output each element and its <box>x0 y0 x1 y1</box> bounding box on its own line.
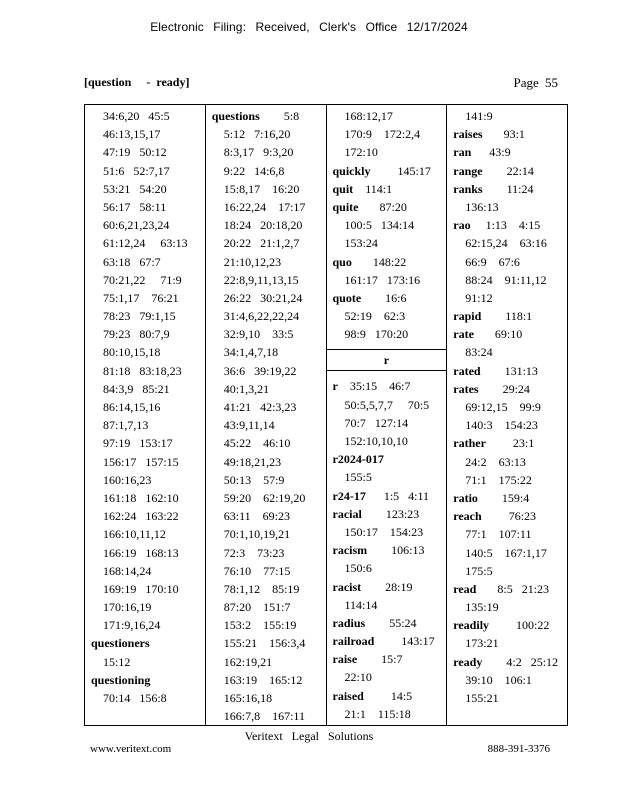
index-references: 22:8,9,11,13,15 <box>223 272 299 287</box>
index-references: 100:22 <box>489 618 550 633</box>
index-references: 123:23 <box>361 506 420 521</box>
index-references: 1:5 4:11 <box>365 488 430 503</box>
index-references: 87:20 151:7 <box>223 600 291 615</box>
index-term: racial <box>332 506 362 521</box>
index-references: 172:10 <box>344 145 378 160</box>
index-references: 21:10,12,23 <box>223 254 282 269</box>
index-references: 153:2 155:19 <box>223 618 297 633</box>
index-references: 22:10 <box>344 670 372 685</box>
index-references: 16:6 <box>361 290 407 305</box>
index-column-2 <box>205 105 326 725</box>
index-references: 81:18 83:18,23 <box>103 363 182 378</box>
index-references: 166:19 168:13 <box>103 545 179 560</box>
index-references: 78:23 79:1,15 <box>103 309 176 324</box>
index-references: 135:19 <box>465 600 499 615</box>
index-references: 161:18 162:10 <box>103 490 179 505</box>
index-references: 21:1 115:18 <box>344 706 411 721</box>
index-references: 169:19 170:10 <box>103 581 179 596</box>
index-references: 173:21 <box>465 636 499 651</box>
index-references: 14:5 <box>363 688 413 703</box>
index-references: 170:16,19 <box>103 600 152 615</box>
index-references: 91:12 <box>465 290 493 305</box>
index-references: 155:21 156:3,4 <box>223 636 306 651</box>
index-references: 70:7 127:14 <box>344 415 409 430</box>
index-references: 88:24 91:11,12 <box>465 272 547 287</box>
index-references: 47:19 50:12 <box>103 145 167 160</box>
index-references: 18:24 20:18,20 <box>223 218 303 233</box>
index-entry <box>453 362 567 380</box>
index-term: radius <box>332 615 366 630</box>
index-references: 22:14 <box>482 163 534 178</box>
index-references: 66:9 67:6 <box>465 254 520 269</box>
index-term: racist <box>332 579 362 594</box>
index-references: 34:6,20 45:5 <box>103 109 170 123</box>
index-references: 152:10,10,10 <box>344 434 408 448</box>
index-term: quickly <box>332 163 371 178</box>
index-references: 8:3,17 9:3,20 <box>223 145 294 160</box>
index-term: ranks <box>453 181 483 196</box>
index-term: questioning <box>91 672 151 687</box>
index-references: 8:5 21:23 <box>476 581 550 596</box>
index-references: 79:23 80:7,9 <box>103 327 170 342</box>
index-term: ratio <box>453 490 478 505</box>
index-references: 114:1 <box>353 181 393 196</box>
index-term: r <box>332 379 338 394</box>
index-references: 29:24 <box>478 381 530 396</box>
index-references: 160:16,23 <box>103 472 152 487</box>
index-term: racism <box>332 543 368 558</box>
section-letter-heading: r <box>327 349 447 371</box>
index-references: 140:3 154:23 <box>465 418 538 433</box>
index-references: 15:8,17 16:20 <box>223 181 300 196</box>
index-references: 70:14 156:8 <box>103 691 167 705</box>
index-term: raised <box>332 688 364 703</box>
index-references: 84:3,9 85:21 <box>103 381 170 396</box>
index-references: 168:12,17 <box>344 109 393 123</box>
index-references: 155:21 <box>465 691 499 705</box>
index-entry <box>453 434 567 452</box>
index-references: 63:11 69:23 <box>223 509 290 524</box>
index-references: 69:10 <box>473 327 523 342</box>
index-references: 166:7,8 167:11 <box>223 709 305 724</box>
word-index-grid <box>84 104 568 726</box>
index-references: 11:24 <box>482 181 534 196</box>
index-references: 41:21 42:3,23 <box>223 400 297 414</box>
index-references: 55:24 <box>365 615 417 630</box>
index-entry <box>212 107 326 125</box>
index-references: 93:1 <box>482 127 525 142</box>
index-references: 100:5 134:14 <box>344 218 415 233</box>
page-number: Page 55 <box>513 75 558 90</box>
index-references: 46:13,15,17 <box>103 127 161 142</box>
index-references: 39:10 106:1 <box>465 672 532 687</box>
index-references: 162:19,21 <box>223 654 273 669</box>
index-references: 156:17 157:15 <box>103 454 179 469</box>
index-references: 60:6,21,23,24 <box>103 218 170 233</box>
index-references: 75:1,17 76:21 <box>103 290 179 305</box>
index-references: 78:1,12 85:19 <box>223 581 300 596</box>
index-term: ready <box>453 654 483 669</box>
index-references: 76:10 77:15 <box>223 563 291 578</box>
index-term: raise <box>332 652 358 667</box>
index-references: 16:22,24 17:17 <box>223 199 306 214</box>
index-column-1 <box>85 105 205 725</box>
index-references: 1:13 4:15 <box>470 218 541 233</box>
index-entry <box>453 489 567 507</box>
index-references: 34:1,4,7,18 <box>223 345 279 360</box>
index-references: 145:17 <box>370 163 431 178</box>
footer-company: Veritext Legal Solutions <box>244 729 374 743</box>
index-references: 141:9 <box>465 109 493 123</box>
index-references: 71:1 175:22 <box>465 472 532 487</box>
index-references: 5:8 <box>259 109 300 123</box>
index-references: 62:15,24 63:16 <box>465 236 547 251</box>
index-references: 51:6 52:7,17 <box>103 163 170 178</box>
index-entry <box>333 162 447 180</box>
index-term: rao <box>453 218 471 233</box>
index-references: 97:19 153:17 <box>103 436 173 451</box>
index-entry <box>453 125 567 143</box>
index-references: 171:9,16,24 <box>103 618 161 633</box>
index-entry <box>453 507 567 525</box>
index-references: 26:22 30:21,24 <box>223 290 303 305</box>
index-references: 77:1 107:11 <box>465 527 532 542</box>
index-entry <box>333 487 447 505</box>
index-references: 83:24 <box>465 345 493 360</box>
index-entry <box>453 653 567 671</box>
index-entry <box>333 614 447 632</box>
index-references: 50:5,5,7,7 70:5 <box>344 397 430 412</box>
index-references: 118:1 <box>481 309 533 324</box>
index-references: 70:1,10,19,21 <box>223 527 291 542</box>
index-term: reach <box>453 509 482 524</box>
index-references: 170:9 172:2,4 <box>344 127 421 142</box>
index-term: rate <box>453 327 474 342</box>
index-entry <box>333 687 447 705</box>
index-references: 9:22 14:6,8 <box>223 163 285 178</box>
index-entry <box>333 289 447 307</box>
index-references: 69:12,15 99:9 <box>465 400 541 414</box>
index-references: 136:13 <box>465 199 499 214</box>
index-entry <box>333 180 447 198</box>
index-term: questioners <box>91 636 150 651</box>
index-references: 80:10,15,18 <box>103 345 161 360</box>
index-references: 15:7 <box>357 652 403 667</box>
index-references: 165:16,18 <box>223 691 273 705</box>
index-references: 15:12 <box>103 654 131 669</box>
index-references: 98:9 170:20 <box>344 327 409 342</box>
index-entry <box>333 253 447 271</box>
index-term: questions <box>211 109 260 123</box>
index-references: 140:5 167:1,17 <box>465 545 547 560</box>
index-references: 43:9 <box>471 145 511 160</box>
index-term: ran <box>453 145 472 160</box>
index-term: raises <box>453 127 483 142</box>
index-references: 36:6 39:19,22 <box>223 363 297 378</box>
index-term: quit <box>332 181 354 196</box>
index-references: 131:13 <box>480 363 538 378</box>
index-references: 150:6 <box>344 561 372 576</box>
index-references: 148:22 <box>351 254 407 269</box>
index-references: 166:10,11,12 <box>103 527 166 542</box>
index-entry <box>453 307 567 325</box>
index-references: 87:20 <box>358 199 407 214</box>
index-entry <box>453 380 567 398</box>
index-references: 5:12 7:16,20 <box>223 127 291 142</box>
index-references: 4:2 25:12 <box>482 654 559 669</box>
index-references: 168:14,24 <box>103 563 152 578</box>
index-entry <box>453 580 567 598</box>
index-references: 32:9,10 33:5 <box>223 327 294 342</box>
index-entry <box>333 650 447 668</box>
index-references: 63:18 67:7 <box>103 254 161 269</box>
index-references: 86:14,15,16 <box>103 400 161 414</box>
index-term: readily <box>453 618 490 633</box>
index-term: read <box>453 581 477 596</box>
index-term: range <box>453 163 483 178</box>
index-references: 20:22 21:1,2,7 <box>223 236 300 251</box>
index-term: rates <box>453 381 479 396</box>
index-entry <box>453 143 567 161</box>
index-references: 161:17 173:16 <box>344 272 421 287</box>
index-term: r24-17 <box>332 488 366 503</box>
index-references: 45:22 46:10 <box>223 436 291 451</box>
index-references: 76:23 <box>481 509 537 524</box>
index-references: 162:24 163:22 <box>103 509 179 524</box>
index-references: 53:21 54:20 <box>103 181 167 196</box>
index-references: 150:17 154:23 <box>344 524 424 539</box>
index-references: 155:5 <box>344 470 372 485</box>
index-term: quote <box>332 290 362 305</box>
index-references: 24:2 63:13 <box>465 454 526 469</box>
index-references: 56:17 58:11 <box>103 199 167 214</box>
index-references: 106:13 <box>367 543 425 558</box>
index-references: 159:4 <box>477 490 530 505</box>
index-references: 175:5 <box>465 563 493 578</box>
footer-phone: 888-391-3376 <box>487 743 550 755</box>
index-references: 114:14 <box>344 597 378 612</box>
index-references: 70:21,22 71:9 <box>103 272 182 287</box>
index-references: 143:17 <box>374 634 435 649</box>
index-references: 87:1,7,13 <box>103 418 149 433</box>
index-range-label: [question - ready] <box>84 75 190 89</box>
index-term: rapid <box>453 309 482 324</box>
index-references: 50:13 57:9 <box>223 472 285 487</box>
index-references: 163:19 165:12 <box>223 672 303 687</box>
filing-stamp: Electronic Filing: Received, Clerk's Office 12/17/2024 <box>150 20 468 34</box>
index-entry <box>333 377 447 395</box>
index-references: 31:4,6,22,22,24 <box>223 309 300 324</box>
index-references: 72:3 73:23 <box>223 545 285 560</box>
index-references: 153:24 <box>344 236 378 251</box>
index-term: quo <box>332 254 352 269</box>
index-references: 40:1,3,21 <box>223 381 270 396</box>
index-references: 49:18,21,23 <box>223 454 282 469</box>
index-references: 23:1 <box>485 436 535 451</box>
index-entry <box>333 198 447 216</box>
index-references: 43:9,11,14 <box>223 418 275 433</box>
index-entry <box>453 216 567 234</box>
index-references: 28:19 <box>361 579 413 594</box>
index-references: 35:15 46:7 <box>337 379 411 394</box>
index-entry <box>333 578 447 596</box>
index-entry <box>333 505 447 523</box>
index-entry <box>453 180 567 198</box>
index-entry <box>453 325 567 343</box>
index-term: railroad <box>332 634 375 649</box>
index-term: rather <box>453 436 486 451</box>
index-references: 61:12,24 63:13 <box>103 236 188 251</box>
footer-website: www.veritext.com <box>90 743 172 755</box>
index-column-3 <box>326 105 447 725</box>
index-entry <box>453 616 567 634</box>
index-term: rated <box>453 363 481 378</box>
index-entry <box>333 632 447 650</box>
index-entry <box>333 541 447 559</box>
index-references: 52:19 62:3 <box>344 309 406 324</box>
index-column-4 <box>446 105 567 725</box>
index-references: 59:20 62:19,20 <box>223 490 306 505</box>
index-term: quite <box>332 199 359 214</box>
index-entry <box>453 162 567 180</box>
index-term: r2024-017 <box>332 452 384 467</box>
